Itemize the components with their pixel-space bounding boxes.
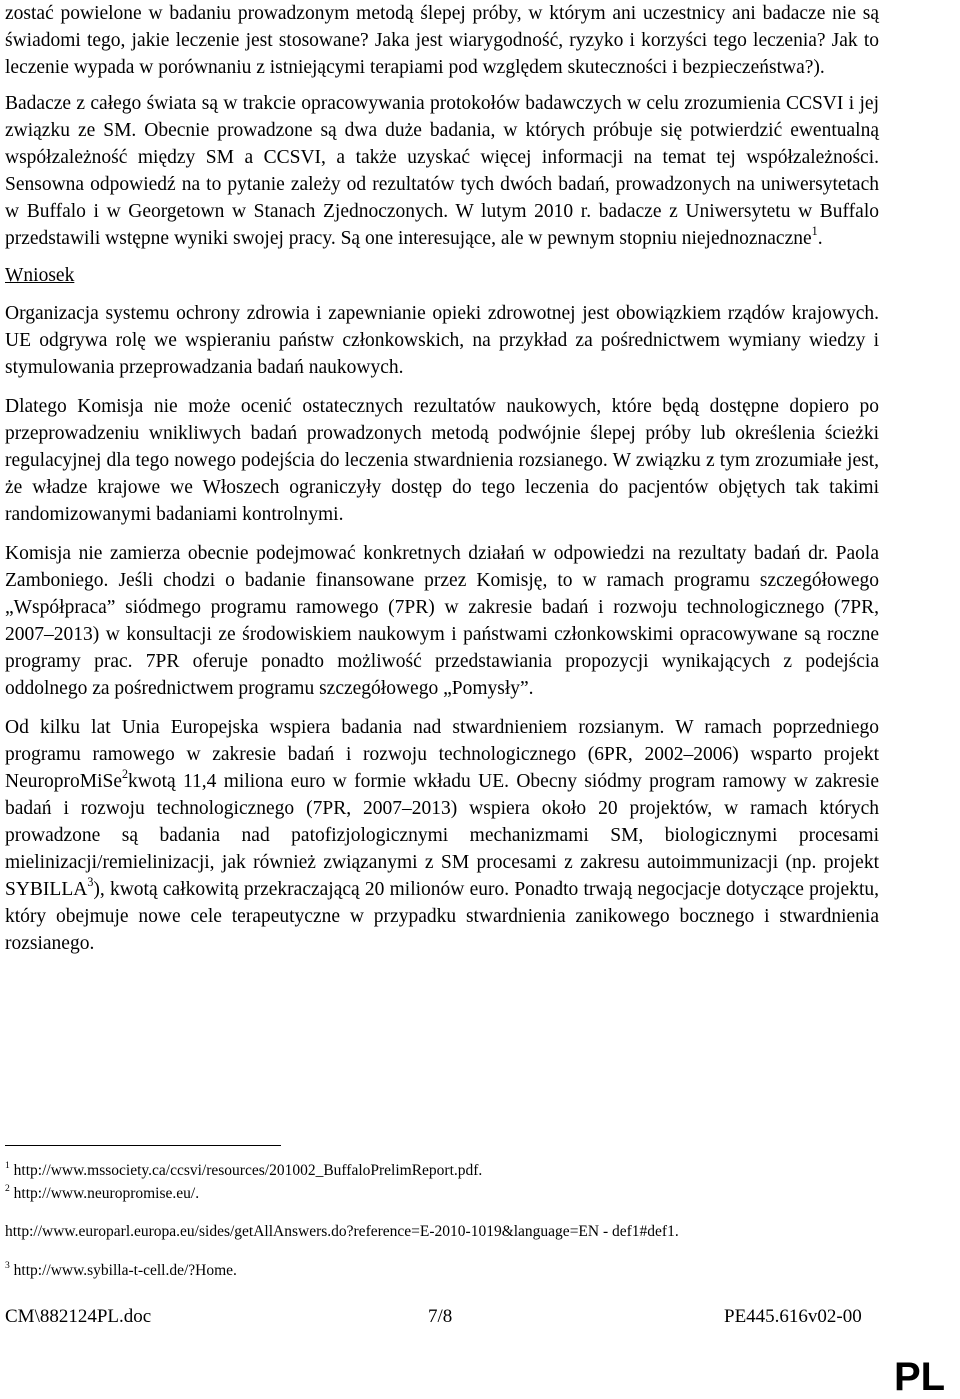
- paragraph-text: kwotą 11,4 miliona euro w formie wkładu UE. Obecny siódmy program ramowy w zakresie badań i rozwoju technologicznego (7PR, 2007–2013) wspiera około 20 projektów, w ramach których prowadzone są badania nad patofizjologicznymi mechanizmami SM, biologicznymi procesami mielinizacji/remielinizacji, jak również związanymi z SM procesami z zakresu autoimmunizacji (np. projekt SYBILLA: [5, 771, 879, 900]
- footnote: [5, 1261, 237, 1281]
- footnote-number: 1: [5, 1159, 10, 1171]
- language-code: PL: [894, 1355, 946, 1399]
- document-body: [5, 0, 879, 957]
- footnote-link[interactable]: http://www.europarl.europa.eu/sides/getAllAnswers.do?reference=E-2010-1019&language=EN - def1#def1.: [5, 1223, 679, 1240]
- paragraph-text: ), kwotą całkowitą przekraczającą 20 milionów euro. Ponadto trwają negocjacje dotyczące projektu, który obejmuje nowe cele terapeutyczne w przypadku stwardnienia zanikowego bocznego i stwardnienia rozsianego.: [5, 879, 879, 954]
- paragraph-text: Od kilku lat Unia Europejska wspiera badania nad stwardnieniem rozsianym. W ramach poprzedniego programu ramowego w zakresie badań i rozwoju technologicznego (6PR, 2002–2006) wsparto projekt NeuroproMiSe: [5, 717, 879, 792]
- footnote-number: 2: [5, 1182, 10, 1194]
- paragraph: [5, 714, 879, 957]
- paragraph: Organizacja systemu ochrony zdrowia i zapewnianie opieki zdrowotnej jest obowiązkiem rządów krajowych. UE odgrywa rolę we wspieraniu państw członkowskich, na przykład za pośrednictwem wymiany wiedzy i stymulowania przeprowadzania badań naukowych.: [5, 303, 879, 378]
- footer-doc-ref: CM\882124PL.doc: [5, 1306, 152, 1327]
- footer-page-number: 7/8: [428, 1306, 453, 1327]
- footnote: [5, 1161, 482, 1181]
- footnote-number: 3: [5, 1259, 10, 1271]
- footnote: [5, 1184, 199, 1204]
- paragraph-text: Badacze z całego świata są w trakcie opracowywania protokołów badawczych w celu zrozumienia CCSVI i jej związku ze SM. Obecnie prowadzone są dwa duże badania, w których próbuje się potwierdzić ewentualną współzależność między SM a CCSVI, a także uzyskać więcej informacji na temat tej współzależności. Sensowna odpowiedź na to pytanie zależy od rezultatów tych dwóch badań, prowadzonych na uniwersytetach w Buffalo i w Georgetown w Stanach Zjednoczonych. W lutym 2010 r. badacze z Uniwersytetu w Buffalo przedstawili wstępne wyniki swojej pracy. Są one interesujące, ale w pewnym stopniu niejednoznaczne: [5, 93, 879, 249]
- paragraph-text: .: [817, 228, 823, 249]
- paragraph: [5, 90, 879, 252]
- section-heading: Wniosek: [5, 265, 75, 286]
- footnote-ref: 2: [121, 767, 129, 782]
- footnote-ref: 3: [87, 875, 94, 890]
- paragraph: Dlatego Komisja nie może ocenić ostatecznych rezultatów naukowych, które będą dostępne dopiero po przeprowadzeniu wnikliwych badań prowadzonych metodą podwójnie ślepej próby lub określenia ścieżki regulacyjnej dla tego nowego podejścia do leczenia stwardnienia rozsianego. W związku z tym zrozumiałe jest, że władze krajowe we Włoszech ograniczyły dostęp do tego leczenia do pacjentów objętych tak takimi randomizowanymi badaniami kontrolnymi.: [5, 396, 879, 525]
- footer-pe-ref: PE445.616v02-00: [724, 1306, 862, 1327]
- footnote-link[interactable]: http://www.neuropromise.eu/.: [13, 1185, 200, 1202]
- paragraph: Komisja nie zamierza obecnie podejmować konkretnych działań w odpowiedzi na rezultaty badań dr. Paola Zamboniego. Jeśli chodzi o badanie finansowane przez Komisję, to w ramach programu szczegółowego „Współpraca” siódmego programu ramowego (7PR) w zakresie badań i rozwoju technologicznego (7PR, 2007–2013) w konsultacji ze środowiskiem naukowym i państwami członkowskimi opracowywane są roczne programy prac. 7PR oferuje ponadto możliwość przedstawiania propozycji wynikających z podejścia oddolnego za pośrednictwem programu szczegółowego „Pomysły”.: [5, 543, 879, 699]
- footnote: [5, 1222, 679, 1242]
- footnote-ref: 1: [811, 224, 818, 239]
- paragraph: zostać powielone w badaniu prowadzonym metodą ślepej próby, w którym ani uczestnicy ani badacze nie są świadomi tego, jakie leczenie jest stosowane? Jaka jest wiarygodność, ryzyko i korzyści tego leczenia? Jak to leczenie wypada w porównaniu z istniejącymi terapiami pod względem skuteczności i bezpieczeństwa?).: [5, 3, 879, 78]
- footnote-separator: [5, 1145, 281, 1146]
- footnote-link[interactable]: http://www.sybilla-t-cell.de/?Home.: [13, 1262, 237, 1279]
- footnote-link[interactable]: http://www.mssociety.ca/ccsvi/resources/201002_BuffaloPrelimReport.pdf.: [13, 1162, 483, 1179]
